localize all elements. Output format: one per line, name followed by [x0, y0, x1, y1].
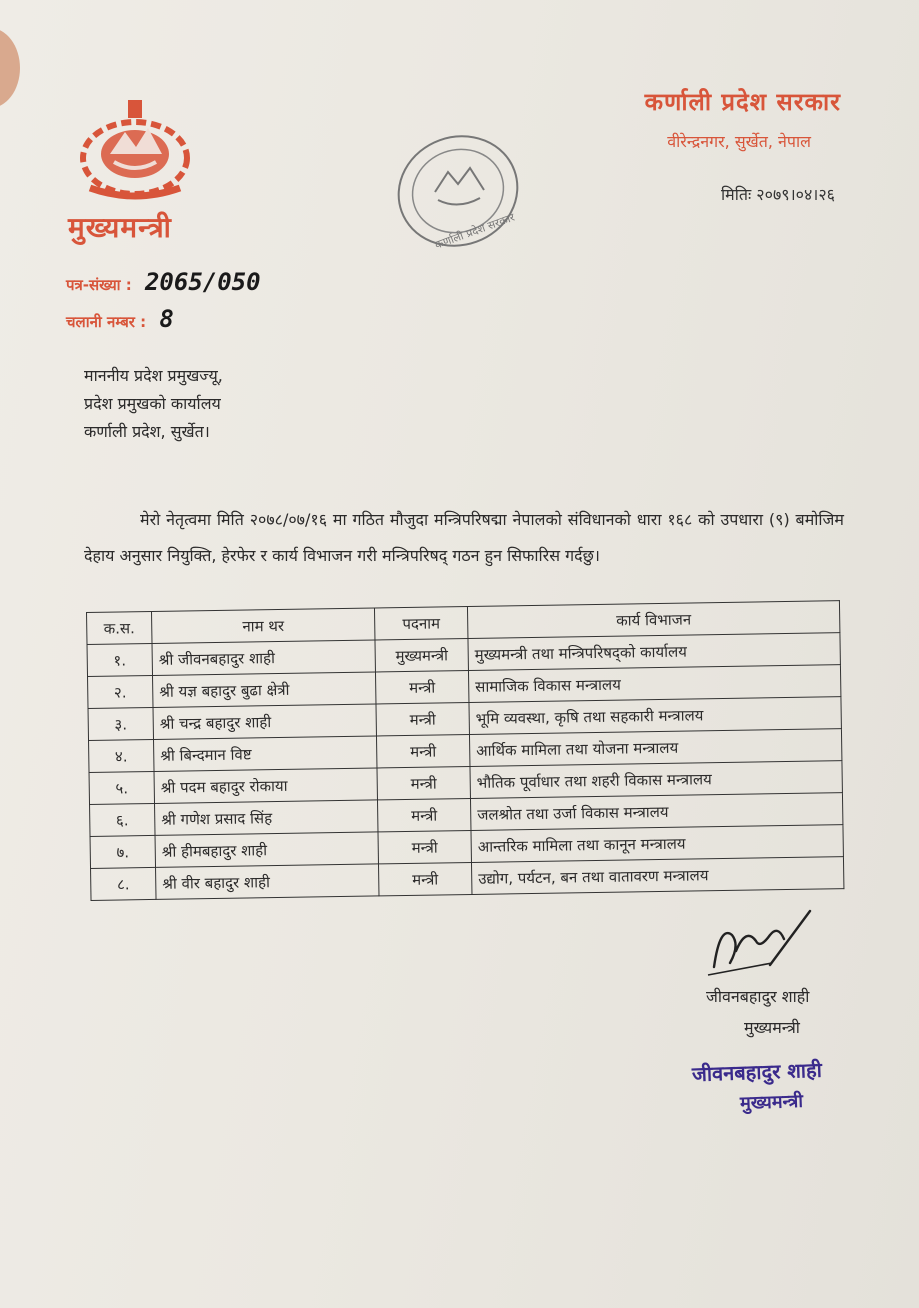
addressee-line: प्रदेश प्रमुखको कार्यालय [84, 394, 221, 413]
addressee-block [84, 362, 223, 446]
cell-post: मन्त्री [377, 798, 470, 831]
column-header-post: पदनाम [374, 607, 467, 640]
post-stamp: मुख्यमन्त्री [739, 1090, 804, 1115]
cell-name: श्री जीवनबहादुर शाही [152, 640, 375, 675]
cell-portfolio: उद्योग, पर्यटन, बन तथा वातावरण मन्त्रालय [471, 857, 843, 895]
dispatch-number-row [66, 305, 174, 333]
cell-name: श्री यज्ञ बहादुर बुढा क्षेत्री [153, 672, 376, 707]
cell-serial: २. [88, 675, 153, 708]
cell-portfolio: जलश्रोत तथा उर्जा विकास मन्त्रालय [470, 793, 842, 831]
cell-name: श्री वीर बहादुर शाही [156, 864, 379, 899]
cell-serial: ६. [90, 803, 155, 836]
cell-portfolio: आन्तरिक मामिला तथा कानून मन्त्रालय [471, 825, 843, 863]
cell-portfolio: आर्थिक मामिला तथा योजना मन्त्रालय [469, 729, 841, 767]
letter-number-label: पत्र-संख्या : [66, 276, 132, 294]
letter-number-row [66, 268, 261, 296]
office-title: मुख्यमन्त्री [68, 211, 172, 244]
cell-serial: १. [87, 643, 152, 676]
dispatch-number-value: 8 [159, 305, 174, 333]
cell-post: मन्त्री [376, 702, 469, 735]
cell-name: श्री चन्द्र बहादुर शाही [153, 704, 376, 739]
cell-portfolio: सामाजिक विकास मन्त्रालय [468, 665, 840, 703]
cell-post: मन्त्री [377, 766, 470, 799]
cell-post: मुख्यमन्त्री [375, 639, 468, 672]
government-seal-icon [390, 128, 526, 254]
cell-portfolio: मुख्यमन्त्री तथा मन्त्रिपरिषद्को कार्यालय [468, 633, 840, 671]
name-stamp: जीवनबहादुर शाही [691, 1057, 823, 1087]
column-header-name: नाम थर [151, 608, 374, 643]
cell-serial: ३. [88, 707, 153, 740]
cell-post: मन्त्री [376, 734, 469, 767]
government-address: वीरेन्द्रनगर, सुर्खेत, नेपाल [667, 132, 811, 151]
dispatch-number-label: चलानी नम्बर : [66, 313, 147, 331]
addressee-line: माननीय प्रदेश प्रमुखज्यू, [84, 366, 223, 385]
handwritten-signature [700, 905, 820, 985]
addressee-line: कर्णाली प्रदेश, सुर्खेत। [84, 422, 210, 441]
body-paragraph: मेरो नेतृत्वमा मिति २०७८/०७/१६ मा गठित मौजुदा मन्त्रिपरिषद्मा नेपालको संविधानको धारा १६८ को उपधारा (९) बमोजिम देहाय अनुसार नियुक्ति, हेरफेर र कार्य विभाजन गरी मन्त्रिपरिषद् गठन हुन सिफारिस गर्दछु। [84, 510, 844, 565]
signatory-name: जीवनबहादुर शाही [706, 987, 810, 1006]
cell-serial: ५. [89, 771, 154, 804]
letter-number-value: 2065/050 [144, 268, 261, 296]
cell-post: मन्त्री [378, 830, 471, 863]
cell-portfolio: भूमि व्यवस्था, कृषि तथा सहकारी मन्त्रालय [469, 697, 841, 735]
letter-date: मितिः २०७९।०४।२६ [721, 185, 835, 204]
cabinet-table [86, 600, 844, 901]
cell-serial: ७. [90, 835, 155, 868]
cell-name: श्री हीमबहादुर शाही [155, 832, 378, 867]
government-name: कर्णाली प्रदेश सरकार [644, 88, 841, 116]
seal-text: कर्णाली प्रदेश सरकार [433, 210, 517, 252]
cell-post: मन्त्री [378, 862, 471, 895]
column-header-serial: क.स. [87, 611, 152, 644]
cell-name: श्री बिन्दमान विष्ट [154, 736, 377, 771]
cell-serial: ४. [89, 739, 154, 772]
signatory-post: मुख्यमन्त्री [744, 1018, 800, 1037]
cell-portfolio: भौतिक पूर्वाधार तथा शहरी विकास मन्त्रालय [470, 761, 842, 799]
cell-serial: ८. [91, 867, 156, 900]
column-header-portfolio: कार्य विभाजन [467, 601, 839, 639]
national-emblem-icon [70, 92, 200, 204]
finger-edge [0, 28, 20, 108]
cell-name: श्री पदम बहादुर रोकाया [154, 768, 377, 803]
cell-post: मन्त्री [375, 670, 468, 703]
letter-body [84, 502, 844, 574]
cell-name: श्री गणेश प्रसाद सिंह [155, 800, 378, 835]
